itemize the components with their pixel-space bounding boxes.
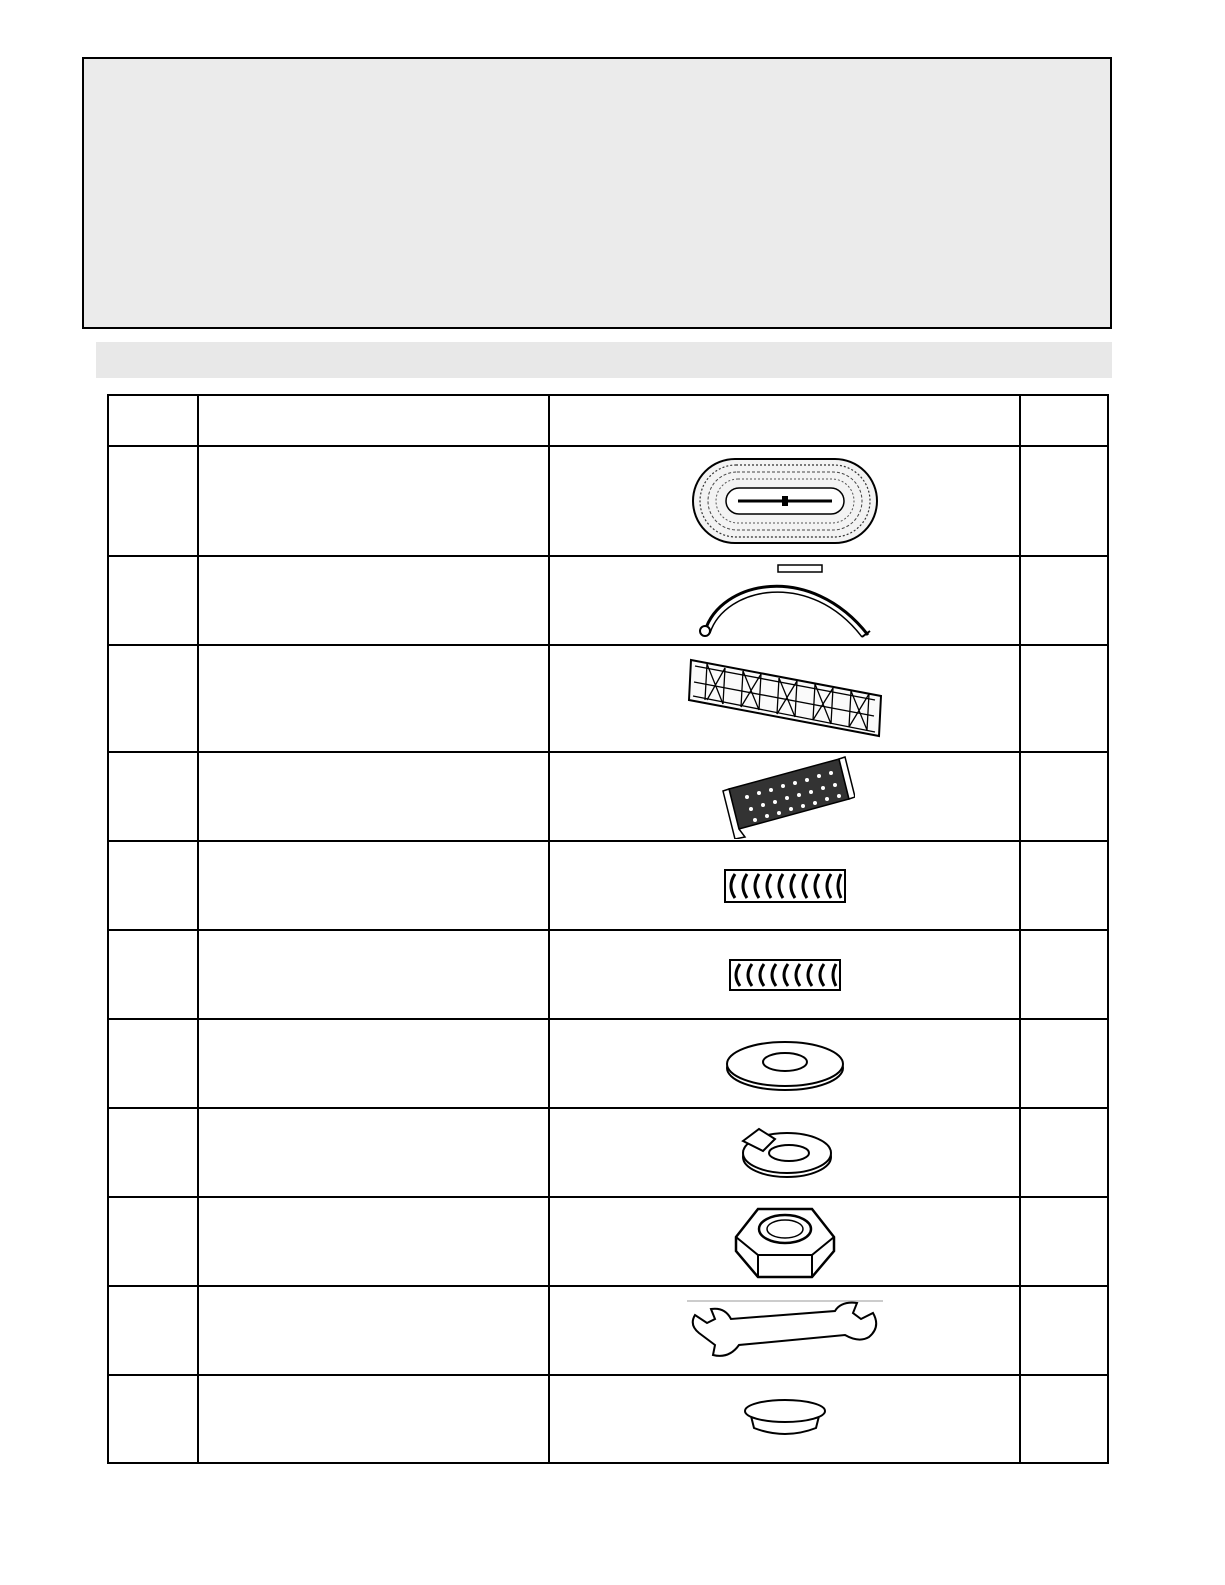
row-picture (549, 1286, 1020, 1375)
row-picture (549, 645, 1020, 752)
row-description (198, 1286, 549, 1375)
wrench-icon (685, 1299, 885, 1363)
table-header-row (108, 395, 1108, 446)
long-bolt-icon (723, 868, 847, 904)
row-picture (549, 1197, 1020, 1286)
row-description (198, 1375, 549, 1463)
row-qty (1020, 841, 1108, 930)
row-qty (1020, 645, 1108, 752)
table-row (108, 1108, 1108, 1197)
header-picture (549, 395, 1020, 446)
row-description (198, 841, 549, 930)
row-description (198, 930, 549, 1019)
header-key (108, 395, 198, 446)
header-qty (1020, 395, 1108, 446)
row-qty (1020, 1197, 1108, 1286)
table-row (108, 1197, 1108, 1286)
flat-washer-icon (723, 1034, 847, 1094)
row-key (108, 752, 198, 841)
oval-grate-icon (690, 456, 880, 546)
row-qty (1020, 1375, 1108, 1463)
row-description (198, 556, 549, 645)
row-picture (549, 1108, 1020, 1197)
parts-table (107, 394, 1109, 1464)
table-row (108, 1019, 1108, 1108)
cap-icon (740, 1396, 830, 1442)
row-picture (549, 841, 1020, 930)
row-qty (1020, 556, 1108, 645)
table-row (108, 556, 1108, 645)
perforated-bracket-icon (715, 755, 855, 839)
row-description (198, 1197, 549, 1286)
row-key (108, 1019, 198, 1108)
row-key (108, 645, 198, 752)
row-description (198, 1019, 549, 1108)
header-box (82, 57, 1112, 329)
section-band (96, 342, 1112, 378)
lock-washer-icon (735, 1125, 835, 1181)
row-qty (1020, 752, 1108, 841)
row-key (108, 1286, 198, 1375)
row-description (198, 446, 549, 556)
table-row (108, 930, 1108, 1019)
row-key (108, 1197, 198, 1286)
row-key (108, 446, 198, 556)
hex-nut-icon (730, 1203, 840, 1281)
row-qty (1020, 1286, 1108, 1375)
table-row (108, 841, 1108, 930)
row-picture (549, 752, 1020, 841)
short-bolt-icon (728, 958, 842, 992)
row-qty (1020, 1019, 1108, 1108)
row-qty (1020, 1108, 1108, 1197)
row-qty (1020, 930, 1108, 1019)
curved-handle-icon (690, 561, 880, 641)
row-key (108, 930, 198, 1019)
row-key (108, 841, 198, 930)
row-picture (549, 1375, 1020, 1463)
table-row (108, 446, 1108, 556)
row-qty (1020, 446, 1108, 556)
row-picture (549, 1019, 1020, 1108)
table-row (108, 752, 1108, 841)
row-key (108, 1108, 198, 1197)
header-description (198, 395, 549, 446)
row-key (108, 556, 198, 645)
lattice-panel-icon (685, 656, 885, 741)
row-description (198, 1108, 549, 1197)
table-row (108, 1286, 1108, 1375)
table-row (108, 645, 1108, 752)
row-picture (549, 446, 1020, 556)
table-row (108, 1375, 1108, 1463)
row-key (108, 1375, 198, 1463)
row-picture (549, 930, 1020, 1019)
row-description (198, 752, 549, 841)
row-picture (549, 556, 1020, 645)
section-title (96, 342, 1112, 358)
row-description (198, 645, 549, 752)
